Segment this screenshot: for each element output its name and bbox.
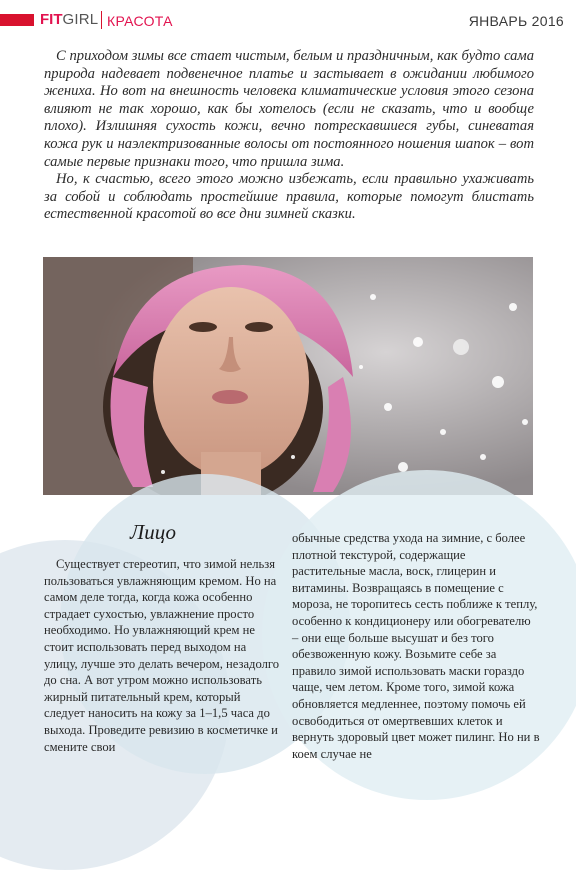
intro-text [44, 48, 534, 224]
photo-illustration [43, 257, 533, 495]
logo-fit: FIT [40, 11, 63, 28]
logo-girl: GIRL [62, 11, 99, 28]
header-divider [101, 11, 102, 29]
intro-paragraph-2: Но, к счастью, всего этого можно избежать, если правильно ухаживать за собой и соблюдать простейшие правила, которые помогут блистать естественной красотой во все дни зимней сказки. [44, 171, 534, 223]
intro-paragraph-1: С приходом зимы все стает чистым, белым и праздничным, как будто сама природа надевает подвенечное платье и застывает в ожидании любимого жениха. Но вот на внешность человека климатические условия этого сезона влияют не так хорошо, как бы хотелось (если не сказать, что и вообще плохо). Излишняя сухость кожи, вечно потрескавшиеся губы, синеватая кожа рук и наэлектризованные волосы от постоянного ношения шапок – вот самые первые признаки того, что пришла зима. [44, 48, 534, 170]
magazine-logo [40, 12, 98, 28]
right-column-text: обычные средства ухода на зимние, с более плотной текстурой, содержащие растительные масла, воск, глицерин и витамины. Возвращаясь в помещение с мороза, не торопитесь сесть поближе к теплу, особенно к кондиционеру или обогревателю – они еще больше высушат и без того обезвоженную кожу. Возьмите себе за правило зимой использовать маски гораздо чаще, чем летом. Кроме того, зимой кожа обновляется медленнее, поэтому помочь ей освободиться от омертвевших клеток и вернуть здоровый цвет может пилинг. Но ни в коем случае не [292, 531, 540, 761]
section-heading: Лицо [130, 520, 176, 544]
issue-date: ЯНВАРЬ 2016 [468, 13, 564, 29]
right-column [292, 530, 540, 762]
left-column [44, 556, 280, 755]
section-label: КРАСОТА [107, 13, 173, 29]
header-accent-bar [0, 14, 34, 26]
left-column-text: Существует стереотип, что зимой нельзя пользоваться увлажняющим кремом. Но на самом деле тогда, когда кожа особенно страдает сухостью, увлажнение просто необходимо. Но увлажняющий крем не стоит использовать перед выходом на улицу, лучше это делать вечером, незадолго до сна. А вот утром можно использовать жирный питательный крем, который следует наносить на кожу за 1–1,5 часа до выхода. Проведите ревизию в косметичке и смените свои [44, 557, 280, 754]
article-photo [43, 257, 533, 495]
page-header [0, 0, 576, 40]
